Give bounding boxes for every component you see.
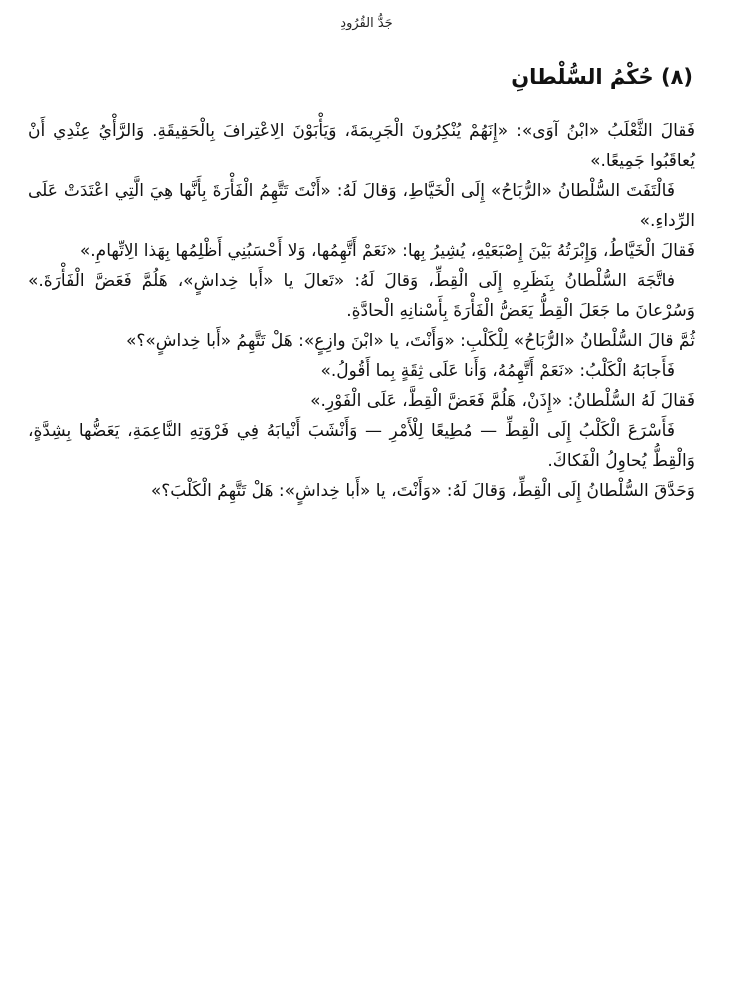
- paragraph-4: فاتَّجَهَ السُّلْطانُ بِنَظَرِهِ إِلَى الْقِطِّ، وَقالَ لَهُ: «تَعالَ يا «أَبا خِداشٍ»، هَلُمَّ فَعَضَّ الْفَأْرَةَ.» وَسُرْعانَ ما جَعَلَ الْقِطُّ يَعَضُّ الْفَأْرَةَ بِأَسْنانِهِ الْحادَّةِ.: [28, 271, 695, 321]
- chapter-title: (٨) حُكْمُ السُّلْطانِ: [511, 65, 693, 89]
- running-header: جَدُّ القُرُودِ: [340, 16, 393, 31]
- paragraph-5: ثُمَّ قالَ السُّلْطانُ «الرُّبَاحُ» لِلْكَلْبِ: «وَأَنْتَ، يا «ابْنَ وازِعٍ»: هَلْ تَتَّهِمُ «أَبا خِداشٍ»؟»: [125, 331, 695, 351]
- paragraph-3: فَقالَ الْخَيَّاطُ، وَإِبْرَتُهُ بَيْنَ إِصْبَعَيْهِ، يُشِيرُ بِها: «نَعَمْ أَتَّهِمُها، وَلا أَحْسَبُنِي أَظْلِمُها بِهَذا الِاتِّهامِ.»: [79, 241, 695, 261]
- paragraph-9: وَحَدَّقَ السُّلْطانُ إِلَى الْقِطِّ، وَقالَ لَهُ: «وَأَنْتَ، يا «أَبا خِداشٍ»: هَلْ تَتَّهِمُ الْكَلْبَ؟»: [150, 481, 695, 501]
- paragraph-8: فَأَسْرَعَ الْكَلْبُ إِلَى الْقِطِّ — مُطِيعًا لِلْأَمْرِ — وَأَنْشَبَ أَنْيابَهُ فِي فَرْوَتِهِ النَّاعِمَةِ، يَعَضُّها بِشِدَّةٍ، وَالْقِطُّ يُحاوِلُ الْفَكاكَ.: [28, 421, 695, 471]
- paragraph-6: فَأَجابَهُ الْكَلْبُ: «نَعَمْ أَتَّهِمُهُ، وَأَنا عَلَى ثِقَةٍ بِما أَقُولُ.»: [320, 361, 675, 381]
- chapter-body: [28, 116, 695, 506]
- paragraph-1: فَقالَ الثَّعْلَبُ «ابْنُ آوَى»: «إِنَهُمْ يُنْكِرُونَ الْجَرِيمَةَ، وَيَأْبَوْنَ الِاعْتِرافَ بِالْحَقِيقَةِ. وَالرَّأْيُ عِنْدِي أَنْ يُعاقَبُوا جَمِيعًا.»: [28, 121, 695, 171]
- paragraph-2: فَالْتَفَتَ السُّلْطانُ «الرُّبَاحُ» إِلَى الْخَيَّاطِ، وَقالَ لَهُ: «أَنْتَ تَتَّهِمُ الْفَأْرَةَ بِأَنَّها هِيَ الَّتِي اعْتَدَتْ عَلَى الرِّداءِ.»: [28, 181, 695, 231]
- paragraph-7: فَقالَ لَهُ السُّلْطانُ: «إِذَنْ، هَلُمَّ فَعَضَّ الْقِطَّ، عَلَى الْفَوْرِ.»: [310, 391, 695, 411]
